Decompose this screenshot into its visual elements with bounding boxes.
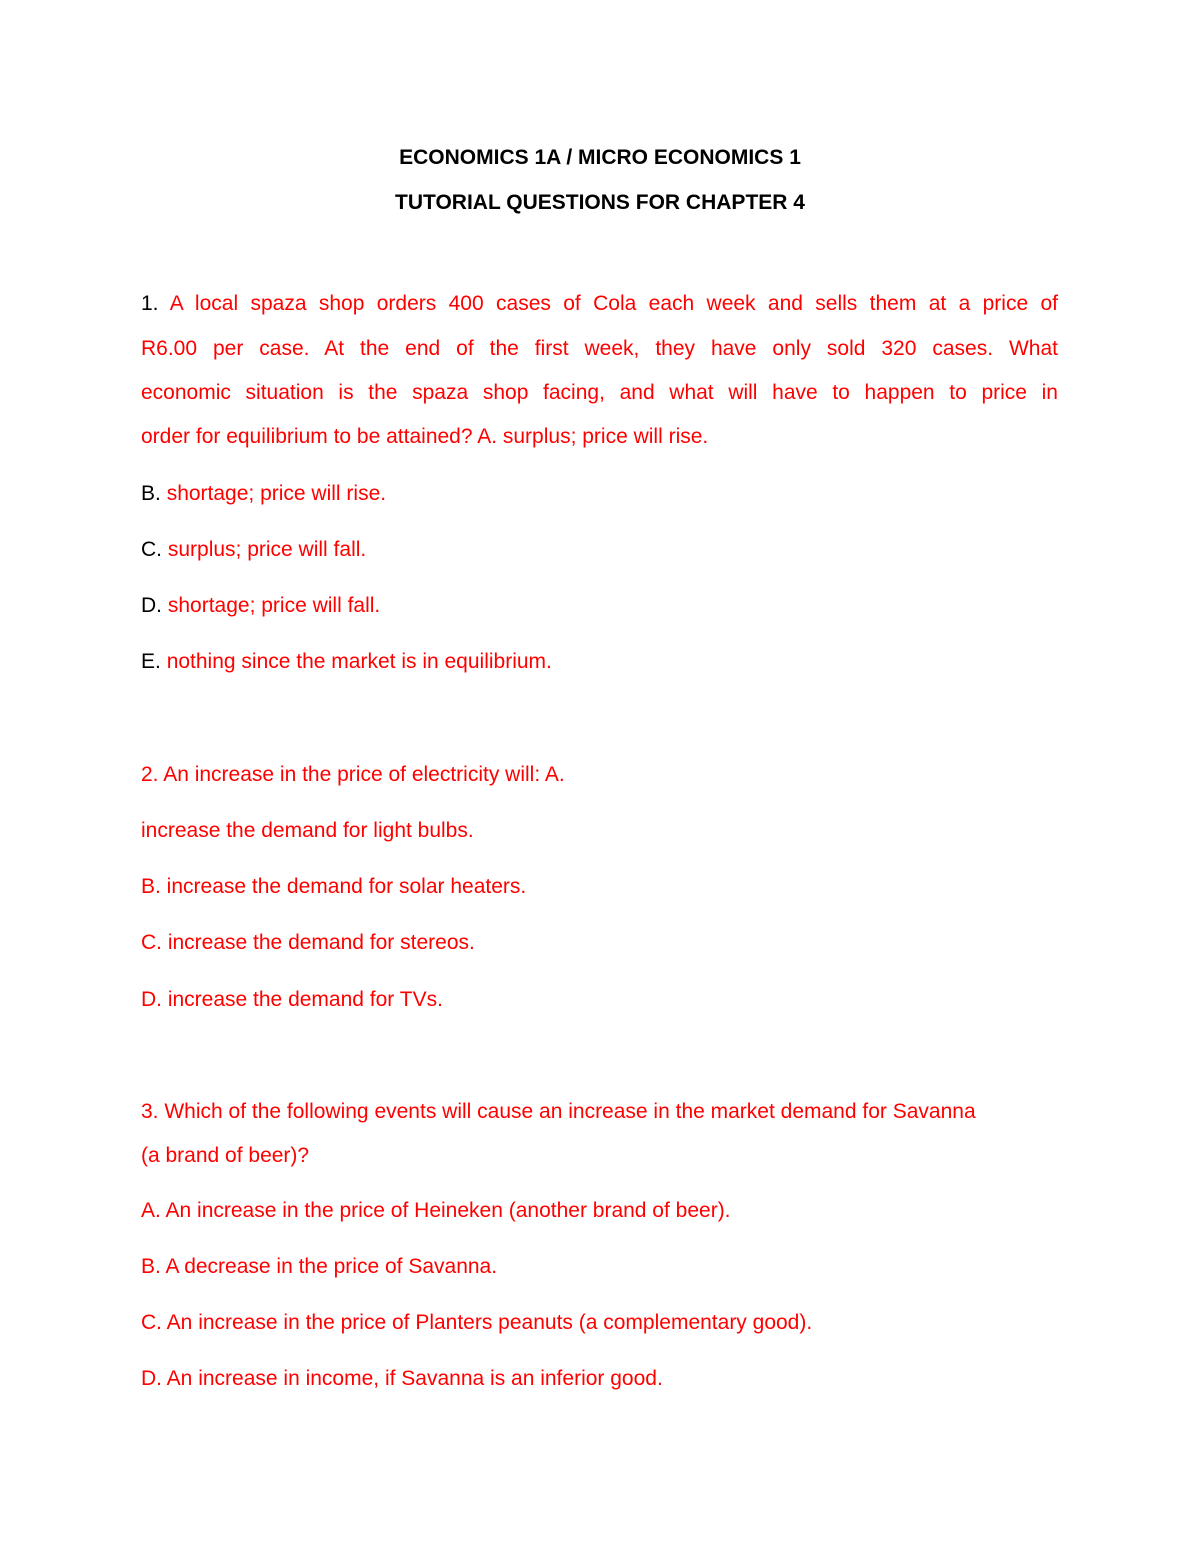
q1-option-e: E. nothing since the market is in equilibrium. <box>141 650 552 673</box>
q1-option-c: C. surplus; price will fall. <box>141 538 367 561</box>
course-title: ECONOMICS 1A / MICRO ECONOMICS 1 <box>399 146 801 169</box>
q2-option-c: C. increase the demand for stereos. <box>141 931 475 954</box>
q3-option-b: B. A decrease in the price of Savanna. <box>141 1255 498 1278</box>
q1-stem-line-2: R6.00 per case. At the end of the first week, they have only sold 320 cases. What <box>141 337 1058 360</box>
q3-option-a: A. An increase in the price of Heineken (another brand of beer). <box>141 1199 731 1222</box>
q3-stem-line-1: 3. Which of the following events will cause an increase in the market demand for Savanna <box>141 1100 976 1123</box>
q2-option-a: increase the demand for light bulbs. <box>141 819 474 842</box>
q1-number: 1. <box>141 292 159 315</box>
q1-option-b: B. shortage; price will rise. <box>141 482 387 505</box>
tutorial-subtitle: TUTORIAL QUESTIONS FOR CHAPTER 4 <box>395 191 805 214</box>
q3-stem-line-2: (a brand of beer)? <box>141 1144 310 1167</box>
q2-option-b: B. increase the demand for solar heaters. <box>141 875 527 898</box>
q2-stem: 2. An increase in the price of electricity will: A. <box>141 763 565 786</box>
q3-option-c: C. An increase in the price of Planters peanuts (a complementary good). <box>141 1311 813 1334</box>
q1-stem-line-1: 1. A local spaza shop orders 400 cases of Cola each week and sells them at a price of <box>141 292 1058 315</box>
q2-option-d: D. increase the demand for TVs. <box>141 988 443 1011</box>
q1-stem-line-3: economic situation is the spaza shop facing, and what will have to happen to price in <box>141 381 1058 404</box>
q1-option-d: D. shortage; price will fall. <box>141 594 381 617</box>
q3-option-d: D. An increase in income, if Savanna is an inferior good. <box>141 1367 663 1390</box>
q1-stem-line-4: order for equilibrium to be attained? A. surplus; price will rise. <box>141 425 709 448</box>
